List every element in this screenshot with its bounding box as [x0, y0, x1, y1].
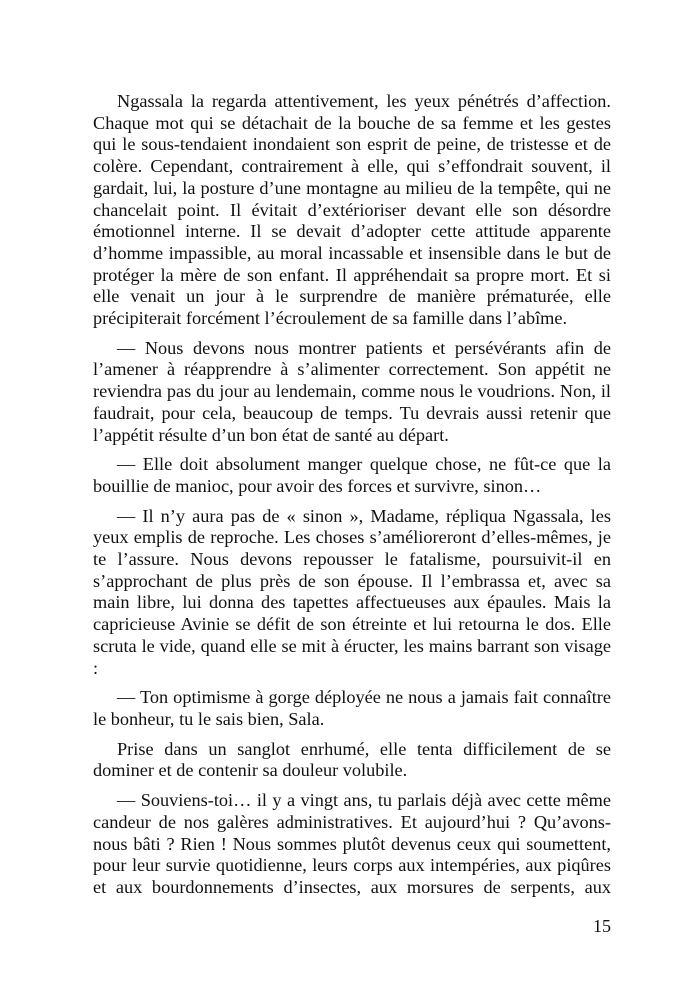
- paragraph: — Ton optimisme à gorge déployée ne nous a jamais fait connaître le bonheur, tu le sais bien, Sala.: [93, 687, 611, 729]
- page-number: 15: [593, 916, 611, 936]
- paragraph: Ngassala la regarda attentivement, les yeux pénétrés d’affection. Chaque mot qui se détachait de la bouche de sa femme et les gestes qui le sous-tendaient inondaient son esprit de peine, de tristesse et de colère. Cependant, contrairement à elle, qui s’effondrait souvent, il gardait, lui, la posture d’une montagne au milieu de la tempête, qui ne chancelait point. Il évitait d’extérioriser devant elle son désordre émotionnel interne. Il se devait d’adopter cette attitude apparente d’homme impassible, au moral incassable et insensible dans le but de protéger la mère de son enfant. Il appréhendait sa propre mort. Et si elle venait un jour à le surprendre de manière prématurée, elle précipiterait forcément l’écroulement de sa famille dans l’abîme.: [93, 91, 611, 329]
- paragraph: Prise dans un sanglot enrhumé, elle tenta difficilement de se dominer et de contenir sa douleur volubile.: [93, 738, 611, 781]
- paragraph: — Il n’y aura pas de « sinon », Madame, répliqua Ngassala, les yeux emplis de reproche. Les choses s’amélioreront d’elles-mêmes, je te l’assure. Nous devons repousser le fatalisme, poursuivit-il en s’approchant de plus près de son épouse. Il l’embrassa et, avec sa main libre, lui donna des tapettes affectueuses aux épaules. Mais la capricieuse Avinie se défit de son étreinte et lui retourna le dos. Elle scruta le vide, quand elle se mit à éructer, les mains barrant son visage :: [93, 505, 611, 678]
- page-body-text: [93, 91, 611, 907]
- paragraph: — Nous devons nous montrer patients et persévérants afin de l’amener à réapprendre à s’alimenter correctement. Son appétit ne reviendra pas du jour au lendemain, comme nous le voudrions. Non, il faudrait, pour cela, beaucoup de temps. Tu devrais aussi retenir que l’appétit résulte d’un bon état de santé au départ.: [93, 337, 611, 445]
- paragraph: — Elle doit absolument manger quelque chose, ne fût-ce que la bouillie de manioc, pour avoir des forces et survivre, sinon…: [93, 454, 611, 496]
- paragraph: — Souviens-toi… il y a vingt ans, tu parlais déjà avec cette même candeur de nos galères administratives. Et aujourd’hui ? Qu’avons-nous bâti ? Rien ! Nous sommes plutôt devenus ceux qui soumettent, pour leur survie quotidienne, leurs corps aux intempéries, aux piqûres et aux bourdonnements d’insectes, aux morsures de serpents, aux: [93, 790, 611, 897]
